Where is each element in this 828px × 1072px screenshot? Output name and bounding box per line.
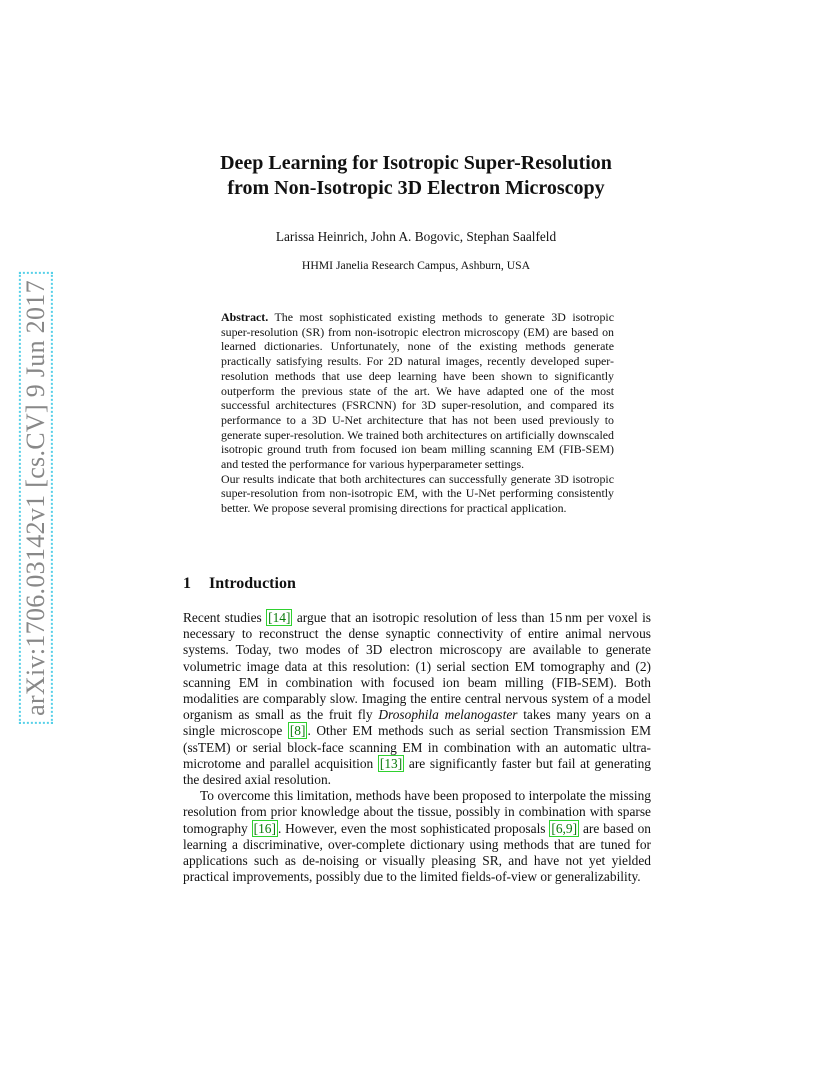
text-run: Recent studies: [183, 610, 267, 625]
introduction-paragraph-2: [183, 788, 651, 885]
abstract-text-1: The most sophisticated existing methods to generate 3D isotropic super-resolution (SR) from non-isotropic electron microscopy (EM) are based on learned dictionaries. Unfortunately, none of the existing methods generate practically satisfying results. For 2D natural images, recently developed super-resolution methods that use deep learning have been shown to significantly outperform the previous state of the art. We have adapted one of the most successful architectures (FSRCNN) for 3D super-resolution, and compared its performance to a 3D U-Net architecture that has not been used previously to generate super-resolution. We trained both architectures on artificially downscaled isotropic ground truth from focused ion beam milling scanning EM (FIB-SEM) and tested the performance for various hyperparameter settings.: [221, 310, 614, 472]
text-run: are based on learning a discriminative, over-complete dictionary using methods that are tuned for applications such as de-noising or visually pleasing SR, and have not yet yielded practical improvements, possibly due to the limited fields-of-view or generalizability.: [183, 820, 652, 885]
text-run: argue that an isotropic resolution of less than 15 nm per voxel is necessary to reconstruct the dense synaptic connectivity of entire animal nervous systems. Today, two modes of 3D electron microscopy are available to generate volumetric image data at this resolution: (1) serial section EM tomography and (2) scanning EM in combination with focused ion beam milling (FIB-SEM). Both modalities are comparably slow. Imaging the entire central nervous system of a model organism as small as the fruit fly: [183, 610, 651, 723]
citation-link[interactable]: [16]: [253, 820, 276, 836]
introduction-body: [183, 610, 651, 885]
affiliation: HHMI Janelia Research Campus, Ashburn, USA: [301, 259, 531, 272]
species-name: Drosophila melanogaster: [378, 707, 518, 723]
text-run: are significantly faster but fail at generating the desired axial resolution.: [183, 755, 652, 788]
author-list: Larissa Heinrich, John A. Bogovic, Stephan Saalfeld: [275, 229, 557, 244]
arxiv-sidebar: [19, 258, 53, 738]
text-run: To overcome this limitation, methods have been proposed to interpolate the missing resolution from prior knowledge about the tissue, possibly in combination with sparse tomography: [183, 788, 651, 836]
arxiv-identifier[interactable]: arXiv:1706.03142v1 [cs.CV] 9 Jun 2017: [19, 272, 53, 724]
title-line-1: Deep Learning for Isotropic Super-Resolution: [220, 152, 612, 174]
section-heading-introduction: [183, 575, 296, 593]
text-run: . However, even the most sophisticated proposals: [277, 820, 550, 836]
introduction-paragraph-1: [183, 610, 651, 788]
citation-link[interactable]: [8]: [289, 723, 306, 739]
abstract: [221, 310, 614, 516]
abstract-paragraph-1: [221, 310, 614, 472]
citation-link[interactable]: [6,9]: [551, 820, 578, 836]
paper-title: [150, 151, 682, 201]
title-line-2: from Non-Isotropic 3D Electron Microscopy: [227, 177, 605, 199]
abstract-paragraph-2: Our results indicate that both architectures can successfully generate 3D isotropic super-resolution from non-isotropic EM, with the U-Net performing consistently better. We propose several promising directions for practical application.: [221, 471, 614, 516]
citation-link[interactable]: [14]: [268, 610, 291, 625]
section-title: Introduction: [209, 575, 296, 592]
section-number: 1: [183, 575, 191, 592]
citation-link[interactable]: [13]: [379, 755, 403, 771]
text-run: takes many years on a single microscope: [183, 707, 651, 739]
text-run: . Other EM methods such as serial section Transmission EM (ssTEM) or serial block-face scanning EM in combination with an automatic ultra-microtome and parallel acquisition: [183, 723, 651, 771]
abstract-label: Abstract.: [221, 310, 269, 324]
